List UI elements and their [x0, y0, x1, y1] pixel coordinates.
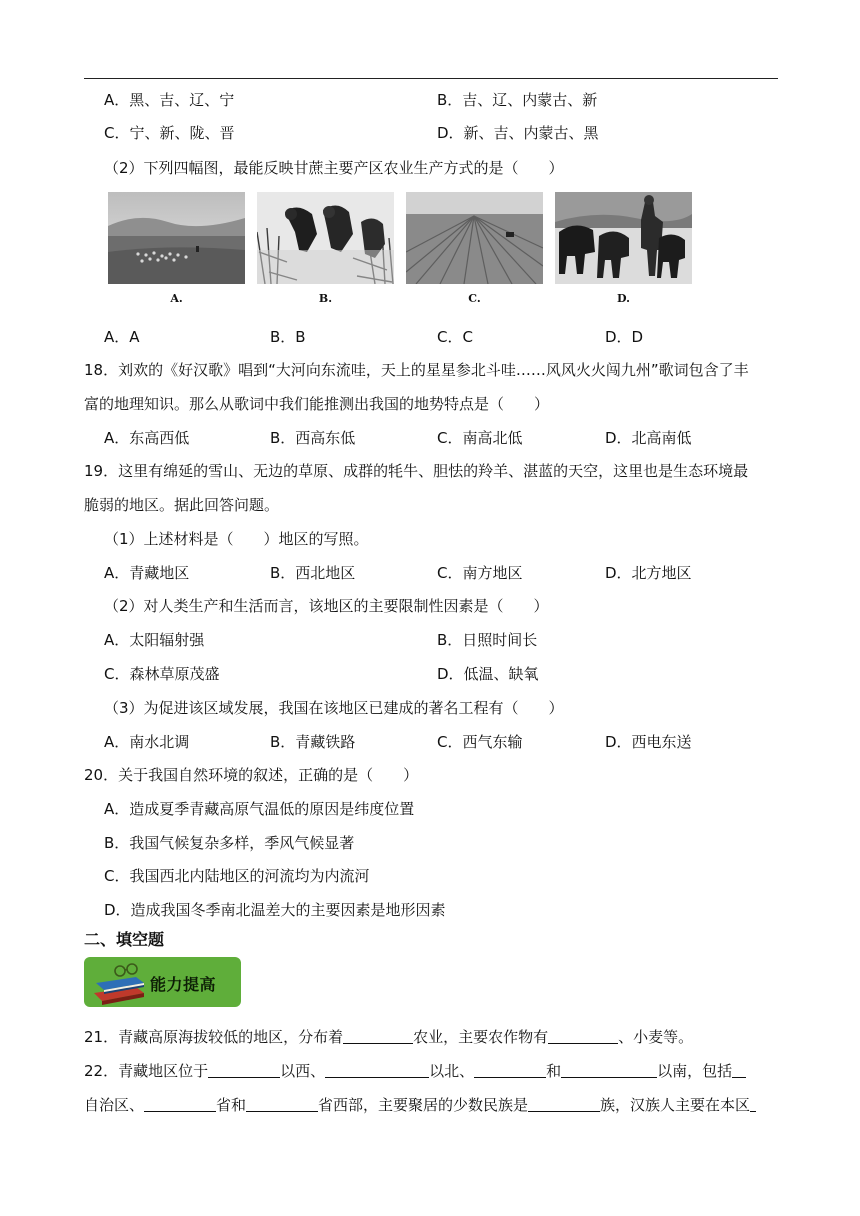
books-icon: [86, 957, 156, 1007]
q22-text-3: 以北、: [429, 1062, 475, 1080]
q20-option-d[interactable]: D．造成我国冬季南北温差大的主要因素是地形因素: [104, 901, 446, 919]
q21-blank-2[interactable]: [548, 1027, 618, 1044]
q22-blank-7[interactable]: [246, 1095, 318, 1112]
q22-text-6: 自治区、: [84, 1096, 145, 1114]
q22-text-5: 以南，包括: [657, 1062, 733, 1080]
photo-grassland-herding[interactable]: [108, 192, 245, 284]
q22-question-line1: [84, 1061, 746, 1081]
q19-question-line2: 脆弱的地区。据此回答问题。: [84, 496, 280, 514]
q21-text-3: 、小麦等。: [618, 1028, 694, 1046]
q19-sub1-option-a[interactable]: A．青藏地区: [104, 564, 190, 582]
q17-sub2-option-c[interactable]: C．C: [437, 328, 473, 346]
q20-option-b[interactable]: B．我国气候复杂多样，季风气候显著: [104, 834, 355, 852]
q18-option-b[interactable]: B．西高东低: [270, 429, 356, 447]
photo-yak-herding[interactable]: [555, 192, 692, 284]
q18-option-a[interactable]: A．东高西低: [104, 429, 190, 447]
q22-text-7: 省和: [216, 1096, 247, 1114]
q19-sub1-option-d[interactable]: D．北方地区: [605, 564, 692, 582]
q17-sub2-option-a[interactable]: A．A: [104, 328, 140, 346]
q17-option-c[interactable]: C．宁、新、陇、晋: [104, 124, 235, 142]
q17-option-b[interactable]: B．吉、辽、内蒙古、新: [437, 91, 598, 109]
q21-question: [84, 1027, 693, 1047]
q22-blank-6[interactable]: [144, 1095, 216, 1112]
q22-text-9: 族，汉族人主要在本区: [600, 1096, 751, 1114]
photo-farmers-field[interactable]: [257, 192, 394, 284]
q19-sub1-option-b[interactable]: B．西北地区: [270, 564, 356, 582]
q20-question: 20．关于我国自然环境的叙述，正确的是（ ）: [84, 766, 419, 784]
q18-option-d[interactable]: D．北高南低: [605, 429, 692, 447]
photo-caption-b: B.: [318, 292, 333, 305]
q19-sub3-question: （3）为促进该区域发展，我国在该地区已建成的著名工程有（ ）: [104, 699, 564, 717]
q19-sub1-question: （1）上述材料是（ ）地区的写照。: [104, 530, 369, 548]
header-rule: [84, 78, 778, 79]
q22-text-2: 以西、: [280, 1062, 326, 1080]
photo-caption-a: A.: [170, 292, 183, 305]
q22-blank-4[interactable]: [561, 1061, 657, 1078]
q19-sub2-option-a[interactable]: A．太阳辐射强: [104, 631, 205, 649]
q20-option-a[interactable]: A．造成夏季青藏高原气温低的原因是纬度位置: [104, 800, 415, 818]
q22-blank-3[interactable]: [474, 1061, 546, 1078]
q19-sub2-option-b[interactable]: B．日照时间长: [437, 631, 538, 649]
ability-badge-label: 能力提高: [150, 975, 217, 994]
q17-sub2-question: （2）下列四幅图，最能反映甘蔗主要产区农业生产方式的是（ ）: [104, 159, 564, 177]
photo-caption-d: D.: [617, 292, 630, 305]
q19-sub2-question: （2）对人类生产和生活而言，该地区的主要限制性因素是（ ）: [104, 597, 549, 615]
q22-text-4: 和: [546, 1062, 562, 1080]
q17-option-a[interactable]: A．黑、吉、辽、宁: [104, 91, 235, 109]
q19-sub2-option-c[interactable]: C．森林草原茂盛: [104, 665, 220, 683]
q18-option-c[interactable]: C．南高北低: [437, 429, 523, 447]
q21-blank-1[interactable]: [343, 1027, 413, 1044]
q18-question-line1: 18．刘欢的《好汉歌》唱到“大河向东流哇，天上的星星参北斗哇……风风火火闯九州”歌词包含了丰: [84, 361, 749, 379]
q22-blank-8[interactable]: [528, 1095, 600, 1112]
q20-option-c[interactable]: C．我国西北内陆地区的河流均为内流河: [104, 867, 370, 885]
q22-blank-1[interactable]: [208, 1061, 280, 1078]
photo-mechanized-farmland[interactable]: [406, 192, 543, 284]
q21-text-1: 21．青藏高原海拔较低的地区，分布着: [84, 1028, 344, 1046]
q19-sub2-option-d[interactable]: D．低温、缺氧: [437, 665, 539, 683]
q19-sub3-option-c[interactable]: C．西气东输: [437, 733, 523, 751]
photo-caption-c: C.: [468, 292, 481, 305]
section-heading: 二、填空题: [84, 930, 165, 949]
q17-sub2-option-d[interactable]: D．D: [605, 328, 644, 346]
q17-option-d[interactable]: D．新、吉、内蒙古、黑: [437, 124, 599, 142]
q22-text-1: 22．青藏地区位于: [84, 1062, 209, 1080]
q19-sub3-option-b[interactable]: B．青藏铁路: [270, 733, 356, 751]
q22-question-line2: [84, 1095, 756, 1115]
q19-question-line1: 19．这里有绵延的雪山、无边的草原、成群的牦牛、胆怯的羚羊、湛蓝的天空，这里也是生态环境最: [84, 462, 749, 480]
q19-sub3-option-d[interactable]: D．西电东送: [605, 733, 692, 751]
q22-text-8: 省西部，主要聚居的少数民族是: [318, 1096, 529, 1114]
q21-text-2: 农业，主要农作物有: [413, 1028, 549, 1046]
q19-sub1-option-c[interactable]: C．南方地区: [437, 564, 523, 582]
q22-blank-5[interactable]: [732, 1061, 746, 1078]
q17-sub2-option-b[interactable]: B．B: [270, 328, 306, 346]
q22-blank-9[interactable]: [750, 1095, 756, 1112]
q18-question-line2: 富的地理知识。那么从歌词中我们能推测出我国的地势特点是（ ）: [84, 395, 550, 413]
q22-blank-2[interactable]: [325, 1061, 429, 1078]
q19-sub3-option-a[interactable]: A．南水北调: [104, 733, 190, 751]
